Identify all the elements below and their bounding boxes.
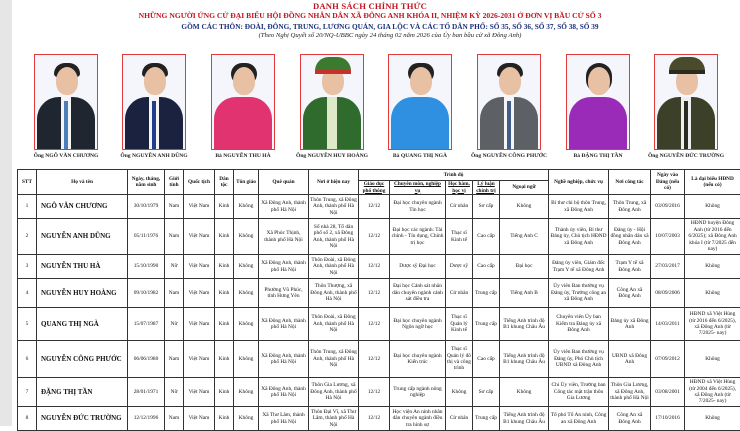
cell-stt: 7 (18, 378, 37, 407)
cell-general: 12/12 (359, 341, 390, 378)
cell-nationality: Việt Nam (184, 255, 215, 279)
cell-job: Chuyên viên Ủy ban Kiểm tra Đảng ủy xã Đông Anh (549, 308, 609, 341)
cell-dob: 06/06/1980 (128, 341, 165, 378)
cell-gender: Nam (165, 407, 184, 431)
cell-delegate: HĐND xã Việt Hùng (từ 2016 đến 6/2025), xã Đông Anh (từ 7/2025- nay) (685, 308, 740, 341)
header-ethnicity: Dân tộc (215, 170, 234, 195)
cell-nationality: Việt Nam (184, 219, 215, 255)
header-gender: Giới tính (165, 170, 184, 195)
cell-language: Không (500, 378, 549, 407)
cell-workplace: UBND xã Đông Anh (609, 341, 651, 378)
cell-delegate: Không (685, 407, 740, 431)
cell-gender: Nam (165, 195, 184, 219)
cell-residence: Thôn Đoài, xã Đông Anh, thành phố Hà Nội (309, 308, 359, 341)
table-row (18, 255, 740, 279)
cell-religion: Không (234, 255, 259, 279)
cell-language: Đại học (500, 255, 549, 279)
photo-caption: Ông NGUYỄN ANH DŨNG (112, 153, 196, 159)
cell-degree: Thạc sĩ Quản lý đô thị và công trình (446, 341, 473, 378)
cell-hometown: Xã Đông Anh, thành phố Hà Nội (259, 308, 309, 341)
candidate-card (556, 54, 640, 166)
table-row (18, 219, 740, 255)
cell-general: 12/12 (359, 255, 390, 279)
cell-language: Tiếng Anh B (500, 279, 549, 308)
cell-delegate: HĐND huyện Đông Anh (từ 2016 đến 6/2025); xã Đông Anh khóa I (từ 7/2025 đến nay) (685, 219, 740, 255)
cell-general: 12/12 (359, 308, 390, 341)
cell-degree: Thạc sĩ Quản lý Kinh tế (446, 308, 473, 341)
cell-general: 12/12 (359, 378, 390, 407)
header-hometown: Quê quán (259, 170, 309, 195)
cell-ethnicity: Kinh (215, 341, 234, 378)
cell-nationality: Việt Nam (184, 195, 215, 219)
cell-gender: Nam (165, 219, 184, 255)
cell-general: 12/12 (359, 219, 390, 255)
cell-gender: Nam (165, 341, 184, 378)
cell-workplace: Công An xã Đông Anh (609, 279, 651, 308)
cell-party-date: 10/07/2003 (651, 219, 685, 255)
table-row (18, 195, 740, 219)
cell-dob: 09/10/1982 (128, 279, 165, 308)
cell-language: Tiếng Anh C (500, 219, 549, 255)
cell-workplace: Thôn Trung, xã Đông Anh (609, 195, 651, 219)
cell-major: Đại học chuyên ngành Tin học (390, 195, 446, 219)
cell-degree: Cử nhân (446, 407, 473, 431)
cell-stt: 5 (18, 308, 37, 341)
cell-ethnicity: Kinh (215, 378, 234, 407)
header-education: Trình độ (359, 170, 549, 181)
cell-religion: Không (234, 279, 259, 308)
cell-job: Bí thư chi bộ thôn Trung, xã Đông Anh (549, 195, 609, 219)
cell-residence: Thôn Thượng, xã Đông Anh, thành phố Hà Nội (309, 279, 359, 308)
cell-degree: Cử nhân (446, 195, 473, 219)
header-dob: Ngày, tháng, năm sinh (128, 170, 165, 195)
cell-major: Học viện An ninh nhân dân chuyên ngành điều tra hình sự (390, 407, 446, 431)
cell-politics: Trung cấp (473, 308, 500, 341)
cell-nationality: Việt Nam (184, 308, 215, 341)
cell-job: Chi Ủy viên, Trưởng ban Công tác mặt trận thôn Gia Lương (549, 378, 609, 407)
header-party-date: Ngày vào Đảng (nếu có) (651, 170, 685, 195)
cell-language: Tiếng Anh trình độ B1 khung Châu Âu (500, 308, 549, 341)
cell-residence: Thôn Đại Vĩ, xã Thư Lâm, thành phố Hà Nội (309, 407, 359, 431)
candidate-table (17, 169, 740, 431)
cell-name: NGÔ VĂN CHƯƠNG (37, 195, 128, 219)
candidate-photo (388, 54, 452, 150)
candidate-card (378, 54, 462, 166)
photo-caption: Bà NGUYỄN THU HÀ (201, 153, 285, 159)
cell-delegate: Không (685, 341, 740, 378)
cell-workplace: Công An xã Đông Anh (609, 407, 651, 431)
cell-religion: Không (234, 195, 259, 219)
document-title: DANH SÁCH CHÍNH THỨC (0, 1, 740, 11)
candidate-card (290, 54, 374, 166)
cell-politics: Sơ cấp (473, 195, 500, 219)
cell-residence: Thôn Gia Lương, xã Đông Anh, thành phố Hà Nội (309, 378, 359, 407)
cell-general: 12/12 (359, 279, 390, 308)
cell-politics: Trung cấp (473, 407, 500, 431)
candidate-card (112, 54, 196, 166)
cell-job: Ủy viên Ban thường vụ Đảng ủy, Trưởng công an xã Đông Anh (549, 279, 609, 308)
cell-ethnicity: Kinh (215, 279, 234, 308)
cell-hometown: Xã Thư Lâm, thành phố Hà Nội (259, 407, 309, 431)
document-subtitle: NHỮNG NGƯỜI ỨNG CỬ ĐẠI BIỂU HỘI ĐỒNG NHÂN DÂN XÃ ĐÔNG ANH KHÓA II, NHIỆM KỲ 2026-2031 Ở ĐƠN VỊ BẦU CỬ SỐ 3 (0, 11, 740, 20)
cell-hometown: Phường Vũ Phúc, tỉnh Hưng Yên (259, 279, 309, 308)
cell-dob: 30/10/1979 (128, 195, 165, 219)
cell-party-date: 07/09/2012 (651, 341, 685, 378)
cell-nationality: Việt Nam (184, 341, 215, 378)
cell-gender: Nữ (165, 255, 184, 279)
cell-stt: 4 (18, 279, 37, 308)
cell-residence: Số nhà 28, Tổ dân phố số 2, xã Đông Anh, thành phố Hà Nội (309, 219, 359, 255)
header-nationality: Quốc tịch (184, 170, 215, 195)
candidate-photo (122, 54, 186, 150)
header-workplace: Nơi công tác (609, 170, 651, 195)
cell-job: Tổ phó Tổ An ninh, Công an xã Đông Anh (549, 407, 609, 431)
cell-dob: 28/01/1971 (128, 378, 165, 407)
cell-gender: Nam (165, 279, 184, 308)
cell-name: ĐẶNG THỊ TẦN (37, 378, 128, 407)
cell-language: Tiếng Anh trình độ B1 khung Châu Âu (500, 341, 549, 378)
candidate-photo (654, 54, 718, 150)
cell-dob: 12/12/1996 (128, 407, 165, 431)
cell-major: Đại học chuyên ngành Ngôn ngữ học (390, 308, 446, 341)
header-major: Chuyên môn, nghiệp vụ (390, 181, 446, 195)
cell-degree: Dược sỹ (446, 255, 473, 279)
cell-dob: 15/07/1987 (128, 308, 165, 341)
cell-party-date: 27/03/2017 (651, 255, 685, 279)
cell-delegate: Không (685, 255, 740, 279)
cell-workplace: Đảng ủy xã Đông Anh (609, 308, 651, 341)
cell-major: Đại học Cảnh sát nhân dân chuyên ngành cảnh sát điều tra (390, 279, 446, 308)
cell-politics: Cao cấp (473, 255, 500, 279)
table-row (18, 341, 740, 378)
cell-party-date: 17/10/2016 (651, 407, 685, 431)
cell-hometown: Xã Đông Anh, thành phố Hà Nội (259, 255, 309, 279)
cell-politics: Cao cấp (473, 341, 500, 378)
cell-major: Trung cấp ngành nông nghiệp (390, 378, 446, 407)
cell-workplace: Thôn Gia Lương, xã Đông Anh, thành phố Hà Nội (609, 378, 651, 407)
cell-gender: Nữ (165, 378, 184, 407)
cell-workplace: Đảng ủy - Hội đồng nhân dân xã Đông Anh (609, 219, 651, 255)
cell-residence: Thôn Trung, xã Đông Anh, thành phố Hà Nội (309, 341, 359, 378)
candidate-photo (566, 54, 630, 150)
candidate-card (467, 54, 551, 166)
cell-general: 12/12 (359, 195, 390, 219)
cell-name: NGUYỄN ANH DŨNG (37, 219, 128, 255)
cell-ethnicity: Kinh (215, 255, 234, 279)
cell-hometown: Xã Đông Anh, thành phố Hà Nội (259, 341, 309, 378)
cell-ethnicity: Kinh (215, 219, 234, 255)
candidate-photos (0, 54, 740, 166)
table-row (18, 407, 740, 431)
cell-residence: Thôn Trung, xã Đông Anh, thành phố Hà Nội (309, 195, 359, 219)
cell-hometown: Xã Đông Anh, thành phố Hà Nội (259, 195, 309, 219)
photo-caption: Bà QUANG THỊ NGÀ (378, 153, 462, 159)
cell-delegate: Không (685, 279, 740, 308)
candidate-photo (34, 54, 98, 150)
header-general-education: Giáo dục phổ thông (359, 181, 390, 195)
cell-dob: 15/10/1990 (128, 255, 165, 279)
cell-party-date: 08/09/2006 (651, 279, 685, 308)
photo-caption: Ông NGUYỄN CÔNG PHƯỚC (467, 153, 551, 159)
cell-religion: Không (234, 378, 259, 407)
cell-stt: 3 (18, 255, 37, 279)
cell-hometown: Xã Đông Anh, thành phố Hà Nội (259, 378, 309, 407)
candidate-photo (300, 54, 364, 150)
cell-name: NGUYỄN HUY HOÀNG (37, 279, 128, 308)
header-degree: Học hàm, học vị (446, 181, 473, 195)
cell-language: Tiếng Anh trình độ B1 khung Châu Âu (500, 407, 549, 431)
candidate-photo (477, 54, 541, 150)
cell-language: Không (500, 195, 549, 219)
cell-gender: Nữ (165, 308, 184, 341)
photo-caption: Bà ĐẶNG THỊ TẦN (556, 153, 640, 159)
cell-job: Ủy viên Ban thường vụ Đảng ủy, Phó Chủ tịch UBND xã Đông Anh (549, 341, 609, 378)
cell-name: NGUYỄN CÔNG PHƯỚC (37, 341, 128, 378)
header-religion: Tôn giáo (234, 170, 259, 195)
cell-nationality: Việt Nam (184, 279, 215, 308)
cell-hometown: Xã Phúc Thịnh, thành phố Hà Nội (259, 219, 309, 255)
photo-caption: Ông NGUYỄN HUY HOÀNG (290, 153, 374, 159)
header-language: Ngoại ngữ (500, 181, 549, 195)
header-name: Họ và tên (37, 170, 128, 195)
header-stt: STT (18, 170, 37, 195)
cell-degree: Không (446, 378, 473, 407)
cell-ethnicity: Kinh (215, 407, 234, 431)
header-delegate: Là đại biểu HĐND (nếu có) (685, 170, 740, 195)
cell-ethnicity: Kinh (215, 195, 234, 219)
cell-ethnicity: Kinh (215, 308, 234, 341)
cell-job: Thành ủy viên, Bí thư Đảng ủy, Chủ tịch HĐND xã Đông Anh (549, 219, 609, 255)
cell-name: NGUYỄN THU HÀ (37, 255, 128, 279)
candidate-photo (211, 54, 275, 150)
photo-caption: Ông NGUYỄN ĐỨC TRƯỜNG (644, 153, 728, 159)
cell-stt: 8 (18, 407, 37, 431)
cell-nationality: Việt Nam (184, 407, 215, 431)
candidate-card (201, 54, 285, 166)
cell-dob: 05/11/1976 (128, 219, 165, 255)
cell-major: Dược sỹ Đại học (390, 255, 446, 279)
cell-workplace: Trạm Y tế xã Đông Anh (609, 255, 651, 279)
photo-caption: Ông NGÔ VĂN CHƯƠNG (24, 153, 108, 159)
cell-delegate: Không (685, 195, 740, 219)
cell-delegate: HĐND xã Việt Hùng (từ 2004 đến 6/2025), xã Đông Anh (từ 7/2025- nay) (685, 378, 740, 407)
cell-major: Đại học các ngành: Tài chính - Tín dụng, Chính trị học (390, 219, 446, 255)
cell-job: Đảng ủy viên, Giám đốc Trạm Y tế xã Đông Anh (549, 255, 609, 279)
constituency-area: GỒM CÁC THÔN: ĐOÀI, ĐÔNG, TRUNG, LƯƠNG QUÁN, GIA LỘC VÀ CÁC TỔ DÂN PHỐ: SỐ 35, SỐ 36, SỐ 37, SỐ 38, SỐ 39 (0, 22, 740, 31)
cell-party-date: 14/03/2011 (651, 308, 685, 341)
header-politics: Lý luận chính trị (473, 181, 500, 195)
cell-religion: Không (234, 308, 259, 341)
cell-politics: Sơ cấp (473, 378, 500, 407)
candidate-card (644, 54, 728, 166)
cell-stt: 2 (18, 219, 37, 255)
header-job: Nghề nghiệp, chức vụ (549, 170, 609, 195)
cell-residence: Thôn Đoài, xã Đông Anh, thành phố Hà Nội (309, 255, 359, 279)
cell-major: Đại học chuyên ngành Kiến trúc (390, 341, 446, 378)
cell-party-date: 03/09/2016 (651, 195, 685, 219)
candidate-card (24, 54, 108, 166)
cell-degree: Cử nhân (446, 279, 473, 308)
cell-degree: Thạc sĩ Kinh tế (446, 219, 473, 255)
cell-religion: Không (234, 341, 259, 378)
cell-party-date: 03/08/2001 (651, 378, 685, 407)
cell-stt: 6 (18, 341, 37, 378)
table-row (18, 308, 740, 341)
header-residence: Nơi ở hiện nay (309, 170, 359, 195)
cell-religion: Không (234, 407, 259, 431)
cell-religion: Không (234, 219, 259, 255)
cell-general: 12/12 (359, 407, 390, 431)
cell-name: NGUYỄN ĐỨC TRƯỜNG (37, 407, 128, 431)
table-row (18, 378, 740, 407)
cell-politics: Trung cấp (473, 279, 500, 308)
decree-reference: (Theo Nghị Quyết số 20/NQ-UBBC ngày 24 tháng 02 năm 2026 của Ủy ban bầu cử xã Đông Anh) (0, 32, 740, 39)
cell-name: QUANG THỊ NGÀ (37, 308, 128, 341)
table-row (18, 279, 740, 308)
cell-politics: Cao cấp (473, 219, 500, 255)
cell-stt: 1 (18, 195, 37, 219)
cell-nationality: Việt Nam (184, 378, 215, 407)
